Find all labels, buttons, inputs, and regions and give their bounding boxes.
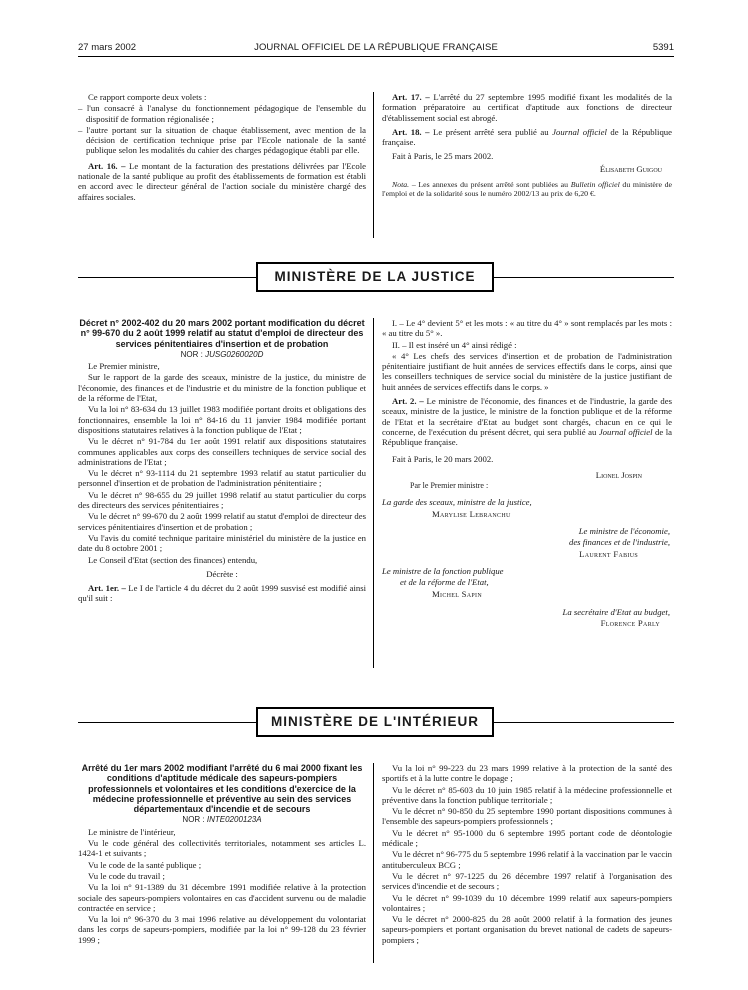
paragraph: Vu le décret n° 85-603 du 10 juin 1985 relatif à la médecine professionnelle et préventive dans la fonction publique territoriale ; bbox=[382, 784, 672, 805]
article-text: Le montant de la facturation des prestations délivrées par l'Ecole nationale de la santé publique au profit des établissements de formation est établi en accord avec le directeur général de l'action sociale du ministère chargé des affaires sociales. bbox=[78, 160, 367, 202]
article-label: Art. 1er. – bbox=[88, 583, 126, 594]
article-label: Art. 2. – bbox=[392, 396, 424, 407]
signatory-name: Laurent Fabius bbox=[579, 548, 638, 559]
journal-reference: Journal officiel bbox=[598, 426, 653, 437]
signatory-title: des finances et de l'industrie, bbox=[568, 537, 670, 548]
paragraph: I. – Le 4° devient 5° et les mots : « au titre du 4° » sont remplacés par les mots : « au titre du 5° ». bbox=[382, 318, 672, 339]
justice-right-column bbox=[382, 318, 672, 629]
article-text: Le ministre de l'économie, des finances et de l'industrie, la garde des sceaux, ministre de la justice, le ministre de la fonction publique et de la réforme de l'Etat et la secrétaire d'Etat au budget sont chargés, chacun en ce qui le concerne, de l'exécution du présent décret, qui sera publié au bbox=[382, 396, 672, 437]
article-label: Art. 18. – bbox=[392, 126, 430, 137]
column-divider bbox=[373, 318, 374, 668]
signatory-title: Le ministre de la fonction publique bbox=[382, 565, 504, 576]
paragraph: Vu le décret n° 95-1000 du 6 septembre 1995 portant code de déontologie médicale ; bbox=[382, 827, 672, 849]
interieur-left-column bbox=[78, 763, 366, 946]
paragraph: II. – Il est inséré un 4° ainsi rédigé : bbox=[392, 339, 517, 350]
signatory-title: La secrétaire d'Etat au budget, bbox=[562, 606, 670, 617]
signature-date: Fait à Paris, le 25 mars 2002. bbox=[392, 151, 494, 162]
paragraph: Vu la loi n° 83-634 du 13 juillet 1983 modifiée portant droits et obligations des fonctionnaires, ensemble la loi n° 84-16 du 11 janvier 1984 modifiée portant dispositions statutaires relatives à la fonction publique de l'Etat ; bbox=[78, 404, 366, 435]
signatory-name: Michel Sapin bbox=[432, 588, 482, 599]
paragraph: Vu le code du travail ; bbox=[88, 870, 165, 881]
decree-title: Décret n° 2002-402 du 20 mars 2002 portant modification du décret n° 99-670 du 2 août 1999 relatif au statut d'emploi de directeur des services pénitentiaires d'insertion et de probation bbox=[79, 318, 365, 349]
paragraph: Vu le décret n° 96-775 du 5 septembre 1996 relatif à la vaccination par le vaccin antituberculeux BCG ; bbox=[382, 849, 672, 870]
paragraph: Le Premier ministre, bbox=[88, 361, 160, 372]
article-text: Le I de l'article 4 du décret du 2 août 1999 susvisé est modifié ainsi qu'il suit : bbox=[78, 583, 366, 604]
article-text: de la République française. bbox=[382, 426, 672, 448]
column-divider bbox=[373, 92, 374, 238]
signatory-title: Le ministre de l'économie, bbox=[578, 526, 670, 537]
paragraph: Vu le décret n° 93-1114 du 21 septembre 1993 relatif au statut particulier du personnel d'insertion et de probation de l'administration pénitentiaire ; bbox=[78, 468, 366, 489]
nor-reference bbox=[78, 815, 366, 825]
paragraph: Vu la loi n° 96-370 du 3 mai 1996 relative au développement du volontariat dans les corps de sapeurs-pompiers, modifiée par la loi n° 99-128 du 23 février 1999 ; bbox=[78, 914, 366, 945]
article-2 bbox=[382, 396, 672, 447]
top-right-column bbox=[382, 92, 672, 200]
nota-text: du ministère de l'emploi et de la solidarité sous le numéro 2002/13 au prix de 6,20 €. bbox=[382, 180, 672, 199]
article-17 bbox=[382, 92, 672, 123]
paragraph: Vu le décret n° 97-1225 du 26 décembre 1997 relatif à l'organisation des services d'incendie et de secours ; bbox=[382, 870, 672, 892]
by-prime-minister: Par le Premier ministre : bbox=[410, 481, 489, 491]
paragraph: Vu le code de la santé publique ; bbox=[88, 859, 202, 870]
decrete-heading: Décrète : bbox=[206, 568, 238, 579]
nor-reference bbox=[78, 350, 366, 360]
nota bbox=[382, 180, 672, 199]
page-number: 5391 bbox=[652, 42, 674, 53]
signatory-title: et de la réforme de l'Etat, bbox=[400, 577, 489, 588]
dash-item: – l'autre portant sur la situation de chaque établissement, avec mention de la décision de certification technique prise par l'Ecole nationale de la santé publique selon les modalités du cahier des charges pédagogique établi par elle. bbox=[78, 124, 366, 156]
paragraph: Ce rapport comporte deux volets : bbox=[88, 92, 207, 102]
nor-code: INTE0200123A bbox=[206, 815, 262, 825]
journal-reference: Journal officiel bbox=[552, 126, 607, 137]
signatory-name: Florence Parly bbox=[600, 618, 660, 629]
paragraph: « 4° Les chefs des services d'insertion et de probation de l'administration pénitentiaire justifiant de huit années de services effectifs dans le corps, ainsi que les conseillers techniques de service social du ministère de la justice justifiant de huit années de services effectifs dans le corps. » bbox=[382, 350, 672, 392]
nor-code: JUSG0260020D bbox=[205, 349, 264, 359]
paragraph: Vu le décret n° 2000-825 du 28 août 2000 relatif à la formation des jeunes sapeurs-pompiers et portant organisation du brevet national de cadets de sapeurs-pompiers ; bbox=[382, 914, 672, 945]
dash-item: – l'un consacré à l'analyse du fonctionnement pédagogique de l'ensemble du dispositif de formation régionalisée ; bbox=[78, 103, 366, 124]
signatory-name: Marylise Lebranchu bbox=[432, 508, 511, 519]
article-label: Art. 16. – bbox=[88, 160, 126, 171]
nota-text: – Les annexes du présent arrêté sont publiées au bbox=[409, 180, 571, 190]
paragraph: Vu le décret n° 98-655 du 29 juillet 1998 relatif au statut particulier du corps des directeurs des services pénitentiaires ; bbox=[78, 489, 366, 511]
paragraph: Vu le décret n° 99-1039 du 10 décembre 1999 relatif aux sapeurs-pompiers volontaires ; bbox=[382, 892, 672, 913]
ministry-banner-interieur: MINISTÈRE DE L'INTÉRIEUR bbox=[256, 707, 494, 737]
nota-label: Nota. bbox=[392, 180, 410, 190]
column-divider bbox=[373, 763, 374, 963]
nor-label: NOR : bbox=[180, 349, 206, 359]
paragraph: Vu la loi n° 99-223 du 23 mars 1999 relative à la protection de la santé des sportifs et à la lutte contre le dopage ; bbox=[382, 763, 672, 784]
paragraph: Sur le rapport de la garde des sceaux, ministre de la justice, du ministre de l'économie, des finances et de l'industrie et du ministre de la fonction publique et de la réforme de l'Etat, bbox=[78, 372, 366, 404]
interieur-right-column bbox=[382, 763, 672, 946]
article-text: L'arrêté du 27 septembre 1995 modifié fixant les modalités de la formation préparatoire au certificat d'aptitude aux fonctions de directeur d'établissement social est abrogé. bbox=[382, 92, 672, 123]
paragraph: Le ministre de l'intérieur, bbox=[88, 826, 176, 837]
article-text: de la République française. bbox=[382, 126, 672, 148]
nor-label: NOR : bbox=[182, 815, 207, 825]
signatory-prime-minister: Lionel Jospin bbox=[595, 469, 642, 480]
paragraph: Vu le décret n° 99-670 du 2 août 1999 relatif au statut d'emploi de directeur des services pénitentiaires d'insertion et de probation ; bbox=[78, 511, 366, 532]
signatory-title: La garde des sceaux, ministre de la justice, bbox=[382, 497, 532, 508]
paragraph: Vu le décret n° 91-784 du 1er août 1991 relatif aux dispositions statutaires communes applicables aux corps des conseillers techniques de service social des administrations de l'Etat ; bbox=[78, 436, 366, 467]
signature-date: Fait à Paris, le 20 mars 2002. bbox=[392, 453, 494, 464]
ministry-banner-justice: MINISTÈRE DE LA JUSTICE bbox=[256, 262, 494, 292]
journal-title: JOURNAL OFFICIEL DE LA RÉPUBLIQUE FRANÇAISE bbox=[254, 42, 498, 53]
header-date: 27 mars 2002 bbox=[78, 42, 137, 53]
article-18 bbox=[382, 127, 672, 148]
paragraph: Vu le décret n° 90-850 du 25 septembre 1990 portant dispositions communes à l'ensemble des sapeurs-pompiers professionnels ; bbox=[382, 806, 672, 827]
article-16 bbox=[78, 161, 366, 202]
paragraph: Vu l'avis du comité technique paritaire ministériel du ministère de la justice en date du 8 octobre 2001 ; bbox=[78, 532, 366, 554]
article-1 bbox=[78, 583, 366, 604]
paragraph: Le Conseil d'Etat (section des finances) entendu, bbox=[88, 554, 258, 565]
article-label: Art. 17. – bbox=[392, 92, 430, 102]
paragraph: Vu le code général des collectivités territoriales, notamment ses articles L. 1424-1 et suivants ; bbox=[78, 838, 366, 859]
bulletin-reference: Bulletin officiel bbox=[570, 180, 620, 190]
decree-title: Arrêté du 1er mars 2002 modifiant l'arrêté du 6 mai 2000 fixant les conditions d'aptitude médicale des sapeurs-pompiers professionnels et volontaires et les conditions d'exercice de la médecine professionnelle et préventive au sein des services départementaux d'incendie et de secours bbox=[81, 763, 363, 815]
signatory: Élisabeth Guigou bbox=[599, 163, 662, 174]
page-header bbox=[78, 40, 674, 57]
article-text: Le présent arrêté sera publié au bbox=[429, 126, 553, 137]
justice-left-column bbox=[78, 318, 366, 605]
top-left-column bbox=[78, 92, 366, 203]
paragraph: Vu la loi n° 91-1389 du 31 décembre 1991 modifiée relative à la protection sociale des sapeurs-pompiers volontaires en cas d'accident survenu ou de maladie contractée en service ; bbox=[78, 882, 366, 913]
